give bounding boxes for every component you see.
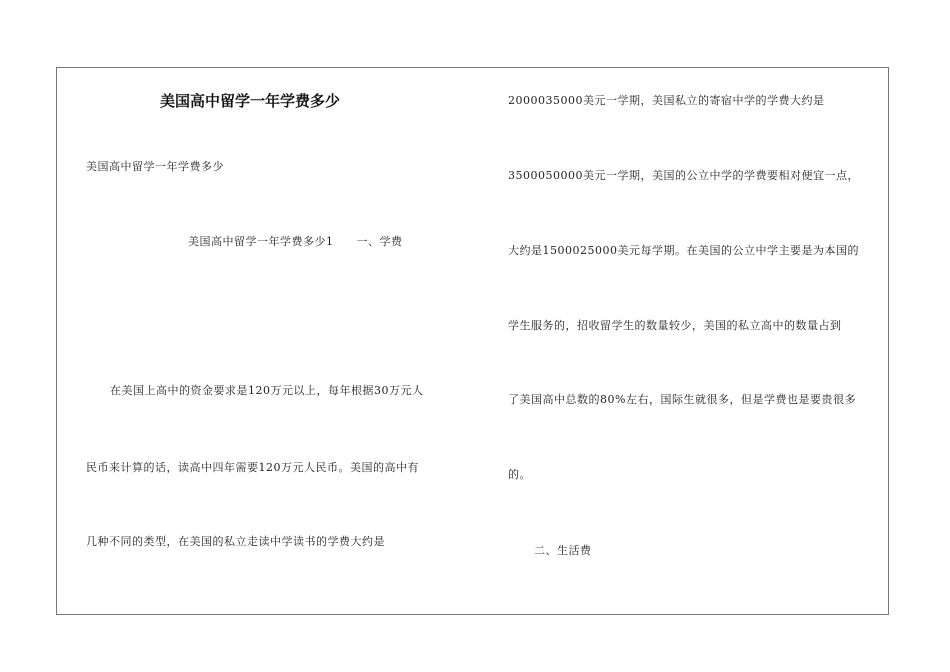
paragraph-line: 在美国上高中的资金要求是120万元以上，每年根据30万元人 xyxy=(110,384,424,397)
paragraph-line: 民币来计算的话，读高中四年需要120万元人民币。美国的高中有 xyxy=(86,461,419,474)
page-frame xyxy=(56,67,889,615)
document-title: 美国高中留学一年学费多少 xyxy=(160,92,341,110)
paragraph-line: 3500050000美元一学期，美国的公立中学的学费要相对便宜一点， xyxy=(508,169,859,182)
paragraph-line: 了美国高中总数的80%左右，国际生就很多，但是学费也是要贵很多 xyxy=(508,393,856,406)
paragraph-line: 学生服务的，招收留学生的数量较少，美国的私立高中的数量占到 xyxy=(508,319,842,332)
document-subtitle: 美国高中留学一年学费多少 xyxy=(86,160,224,173)
paragraph-line: 2000035000美元一学期，美国私立的寄宿中学的学费大约是 xyxy=(508,94,825,107)
paragraph-line: 的。 xyxy=(508,468,531,481)
section-heading-tuition: 美国高中留学一年学费多少1 一、学费 xyxy=(188,235,403,248)
section-heading-living-costs: 二、生活费 xyxy=(534,544,592,557)
paragraph-line: 几种不同的类型，在美国的私立走读中学读书的学费大约是 xyxy=(86,535,385,548)
paragraph-line: 大约是1500025000美元每学期。在美国的公立中学主要是为本国的 xyxy=(508,244,859,257)
